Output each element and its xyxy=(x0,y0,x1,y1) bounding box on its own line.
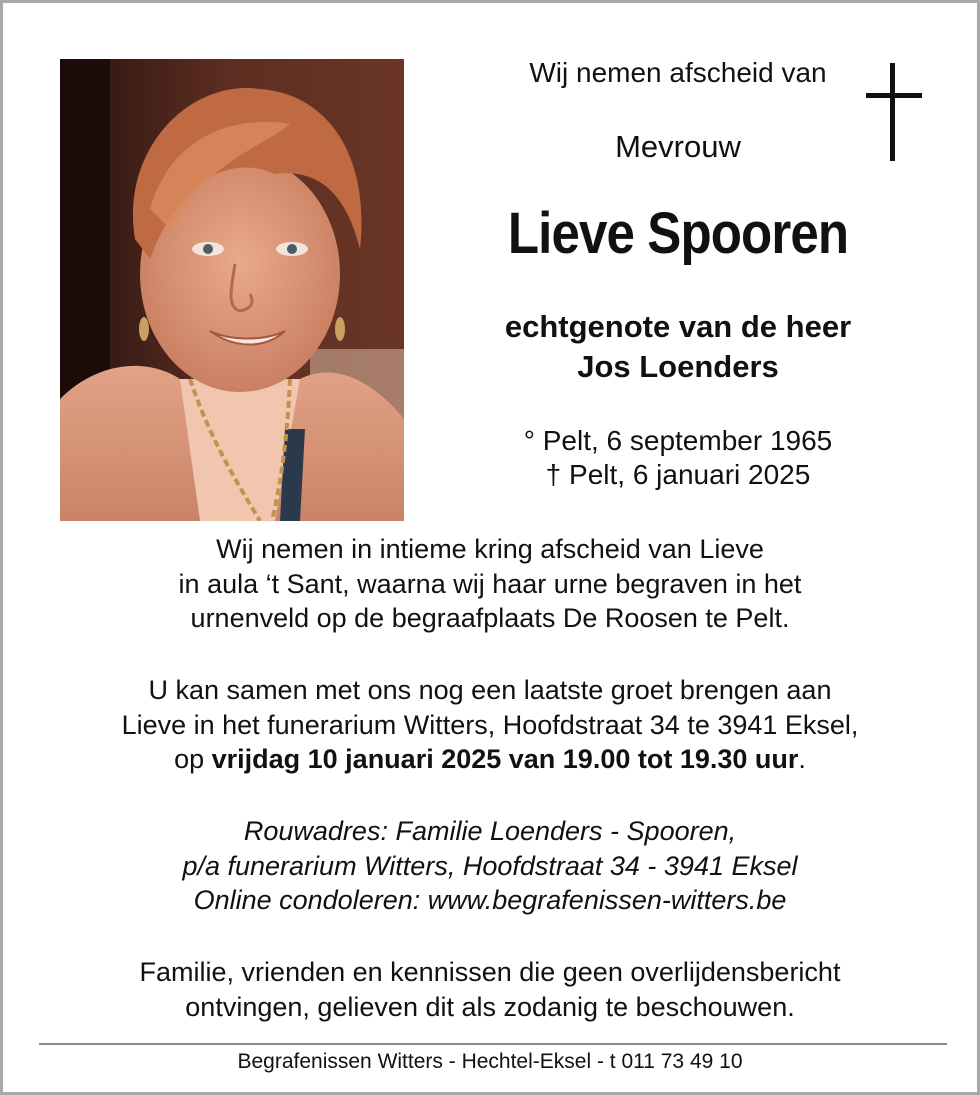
spouse-info xyxy=(423,307,933,387)
portrait-illustration xyxy=(60,59,404,521)
ceremony-line-1: Wij nemen in intieme kring afscheid van Lieve xyxy=(216,534,764,564)
title-prefix: Mevrouw xyxy=(615,129,741,164)
condolence-link[interactable]: Online condoleren: www.begrafenissen-witters.be xyxy=(193,885,787,915)
address-line-1: Rouwadres: Familie Loenders - Spooren, xyxy=(243,816,737,846)
visitation-suffix: . xyxy=(798,744,806,774)
ceremony-paragraph xyxy=(3,532,977,636)
spouse-line-2: Jos Loenders xyxy=(577,349,779,384)
intro-text: Wij nemen afscheid van xyxy=(529,57,827,88)
birth-date: ° Pelt, 6 september 1965 xyxy=(523,425,833,456)
ceremony-line-3: urnenveld op de begraafplaats De Roosen te Pelt. xyxy=(190,603,790,633)
portrait-photo xyxy=(60,59,404,521)
visitation-datetime: vrijdag 10 januari 2025 van 19.00 tot 19.30 uur xyxy=(211,744,799,774)
closing-line-1: Familie, vrienden en kennissen die geen overlijdensbericht xyxy=(139,957,841,987)
visitation-prefix: op xyxy=(174,744,212,774)
address-line-2: p/a funerarium Witters, Hoofdstraat 34 - 3941 Eksel xyxy=(182,850,798,881)
life-dates xyxy=(423,424,933,492)
address-paragraph xyxy=(3,814,977,918)
visitation-line-3 xyxy=(3,742,977,777)
footer-divider xyxy=(39,1043,947,1045)
visitation-line-1: U kan samen met ons nog een laatste groet brengen aan xyxy=(148,675,832,705)
closing-paragraph xyxy=(3,955,977,1024)
footer-text: Begrafenissen Witters - Hechtel-Eksel - t 011 73 49 10 xyxy=(237,1050,743,1073)
deceased-name: Lieve Spooren xyxy=(507,201,849,266)
spouse-line-1: echtgenote van de heer xyxy=(504,309,852,344)
death-date: † Pelt, 6 januari 2025 xyxy=(545,459,811,490)
visitation-line-2: Lieve in het funerarium Witters, Hoofdstraat 34 te 3941 Eksel, xyxy=(121,709,859,740)
visitation-paragraph xyxy=(3,673,977,777)
closing-line-2: ontvingen, gelieven dit als zodanig te beschouwen. xyxy=(185,991,795,1022)
ceremony-line-2: in aula ‘t Sant, waarna wij haar urne begraven in het xyxy=(178,568,802,599)
